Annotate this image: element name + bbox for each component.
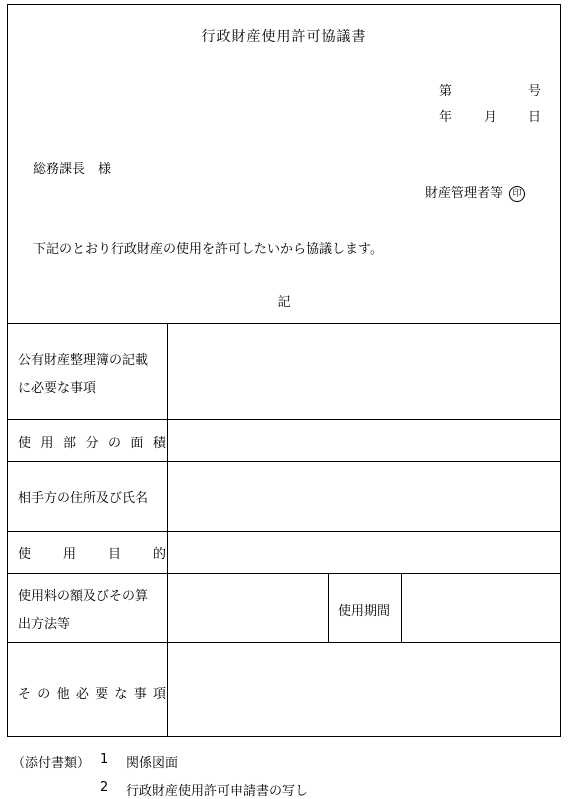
attachment-num: 1 bbox=[100, 752, 109, 767]
body-text: 下記のとおり行政財産の使用を許可したいから協議します。 bbox=[33, 242, 383, 257]
addressee: 総務課長 様 bbox=[33, 162, 112, 177]
attachments-heading: （添付書類） bbox=[12, 756, 91, 771]
row-divider bbox=[8, 642, 560, 643]
period-left-rule bbox=[328, 573, 329, 642]
table-top-rule bbox=[8, 323, 560, 324]
row-label-counterparty: 相手方の住所及び氏名 bbox=[18, 491, 149, 506]
attachment-item: 関係図面 bbox=[126, 756, 179, 771]
row-label-other: そ の 他 必 要 な 事 項 bbox=[18, 687, 166, 702]
seal-mark: 印 bbox=[509, 186, 525, 202]
row-divider bbox=[8, 419, 560, 420]
sender-line bbox=[425, 182, 525, 202]
form-frame bbox=[7, 4, 561, 737]
row-divider bbox=[8, 573, 560, 574]
attachment-item: 行政財産使用許可申請書の写し bbox=[126, 784, 309, 799]
row-label-registry: 公有財産整理簿の記載 に必要な事項 bbox=[18, 353, 149, 396]
period-label: 使用期間 bbox=[338, 604, 391, 619]
row-divider bbox=[8, 531, 560, 532]
label-column-rule bbox=[167, 323, 168, 737]
row-label-fee: 使用料の額及びその算 出方法等 bbox=[18, 589, 149, 632]
year-label: 年 bbox=[439, 110, 453, 125]
row-divider bbox=[8, 461, 560, 462]
period-right-rule bbox=[401, 573, 402, 642]
number-suffix: 号 bbox=[528, 84, 542, 99]
attachment-num: 2 bbox=[100, 780, 109, 795]
row-label-purpose: 使 用 目 的 bbox=[18, 547, 166, 562]
row-label-area: 使 用 部 分 の 面 積 bbox=[18, 436, 166, 451]
number-label: 第 bbox=[439, 84, 453, 99]
sender-label: 財産管理者等 bbox=[425, 186, 504, 201]
day-label: 日 bbox=[528, 110, 542, 125]
month-label: 月 bbox=[484, 110, 498, 125]
form-title: 行政財産使用許可協議書 bbox=[201, 29, 367, 45]
ki-mark: 記 bbox=[277, 295, 291, 310]
